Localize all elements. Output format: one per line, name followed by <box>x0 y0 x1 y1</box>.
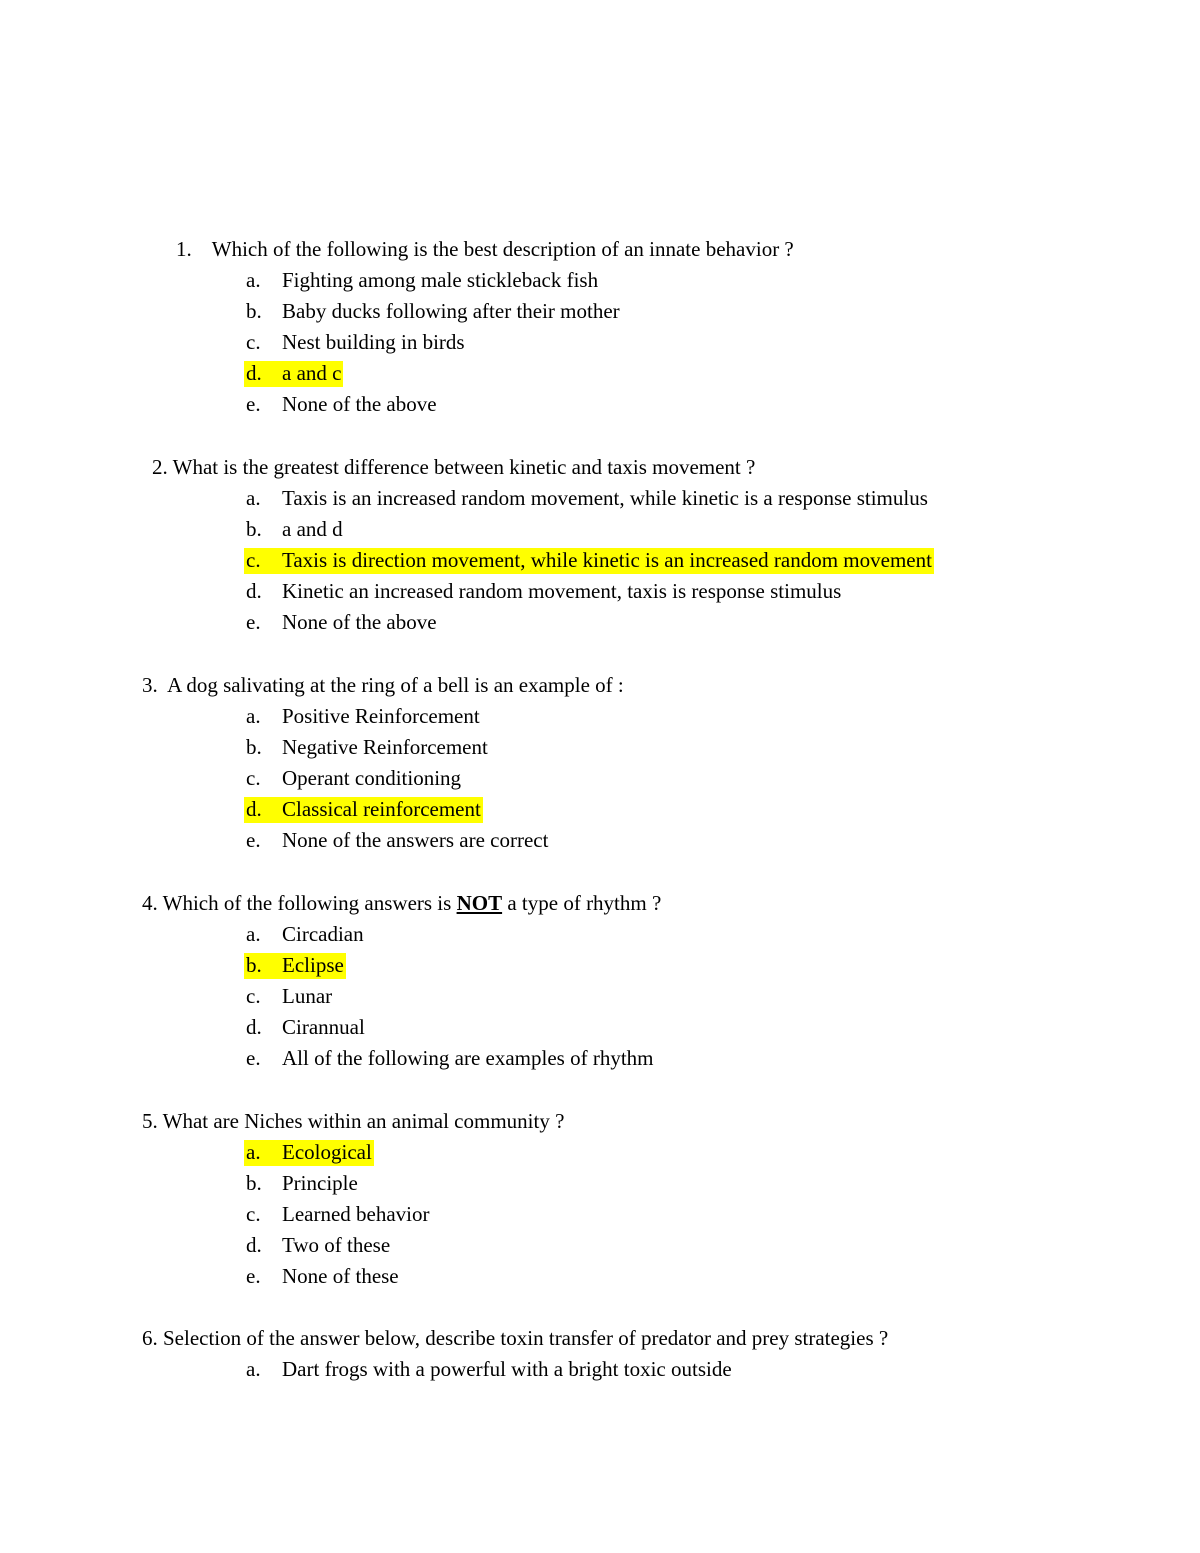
option-text: All of the following are examples of rhythm <box>282 1046 654 1070</box>
option-a <box>246 483 928 514</box>
option-text: Taxis is direction movement, while kinetic is an increased random movement <box>282 548 932 572</box>
option-text: Operant conditioning <box>282 766 462 790</box>
option-text: Lunar <box>282 984 333 1008</box>
option-a-highlighted <box>246 1137 564 1168</box>
option-label: e. <box>246 610 261 634</box>
option-text: Kinetic an increased random movement, taxis is response stimulus <box>282 579 842 603</box>
question-text-before: Which of the following answers is <box>162 891 452 915</box>
option-label: a. <box>246 922 261 946</box>
question-stem <box>142 1106 564 1137</box>
option-label: d. <box>246 797 262 821</box>
question-number: 6. <box>142 1326 158 1350</box>
option-label: a. <box>246 1357 261 1381</box>
question-text: A dog salivating at the ring of a bell is an example of : <box>167 673 624 697</box>
option-label: e. <box>246 828 261 852</box>
option-c <box>246 981 661 1012</box>
option-b-highlighted <box>246 950 661 981</box>
option-label: d. <box>246 361 262 385</box>
option-label: e. <box>246 392 261 416</box>
option-label: c. <box>246 984 261 1008</box>
question-number: 4. <box>142 891 158 915</box>
option-d <box>246 1230 564 1261</box>
option-d-highlighted <box>246 794 624 825</box>
option-label: c. <box>246 1202 261 1226</box>
option-d <box>246 576 842 607</box>
option-b <box>246 732 624 763</box>
option-b <box>246 514 755 545</box>
question-3 <box>142 670 624 856</box>
option-label: c. <box>246 548 261 572</box>
option-label: e. <box>246 1046 261 1070</box>
question-text: What is the greatest difference between kinetic and taxis movement ? <box>172 455 756 479</box>
option-a <box>246 1354 888 1385</box>
question-stem <box>152 452 755 483</box>
option-text: Negative Reinforcement <box>282 735 488 759</box>
option-text: Circadian <box>282 922 364 946</box>
question-number: 3. <box>142 673 158 697</box>
option-e <box>246 607 755 638</box>
option-label: d. <box>246 1015 262 1039</box>
question-text: What are Niches within an animal community ? <box>162 1109 565 1133</box>
question-number: 2. <box>152 455 168 479</box>
question-stem <box>142 888 661 919</box>
option-c <box>246 1199 564 1230</box>
option-text: Taxis is an increased random movement, while kinetic is a response stimulus <box>282 486 928 510</box>
option-text: None of the above <box>282 610 437 634</box>
option-label: e. <box>246 1264 261 1288</box>
question-2 <box>152 452 932 638</box>
option-text: Fighting among male stickleback fish <box>282 268 599 292</box>
option-text: Nest building in birds <box>282 330 465 354</box>
option-label: c. <box>246 766 261 790</box>
option-c <box>246 327 794 358</box>
option-text: Learned behavior <box>282 1202 430 1226</box>
option-text: Dart frogs with a powerful with a bright toxic outside <box>282 1357 732 1381</box>
option-text: None of these <box>282 1264 399 1288</box>
option-label: b. <box>246 1171 262 1195</box>
question-number: 1. <box>176 237 192 261</box>
option-label: d. <box>246 579 262 603</box>
option-text: None of the answers are correct <box>282 828 549 852</box>
option-text: a and d <box>282 517 343 541</box>
option-a <box>246 701 624 732</box>
emphasis-not: NOT <box>456 891 503 915</box>
option-e <box>246 825 624 856</box>
question-6 <box>142 1323 888 1385</box>
option-d-highlighted <box>246 358 794 389</box>
option-label: b. <box>246 517 262 541</box>
option-text: None of the above <box>282 392 437 416</box>
question-text: Which of the following is the best description of an innate behavior ? <box>211 237 794 261</box>
option-text: Ecological <box>282 1140 372 1164</box>
question-5 <box>142 1106 564 1292</box>
option-text: Principle <box>282 1171 358 1195</box>
option-text: Two of these <box>282 1233 391 1257</box>
option-text: a and c <box>282 361 342 385</box>
option-label: b. <box>246 299 262 323</box>
question-stem <box>142 670 624 701</box>
question-text: Selection of the answer below, describe toxin transfer of predator and prey strategies ? <box>163 1326 889 1350</box>
option-label: b. <box>246 953 262 977</box>
option-text: Positive Reinforcement <box>282 704 480 728</box>
option-label: a. <box>246 1140 261 1164</box>
question-number: 5. <box>142 1109 158 1133</box>
option-label: d. <box>246 1233 262 1257</box>
option-b <box>246 1168 564 1199</box>
option-label: c. <box>246 330 261 354</box>
option-c-highlighted <box>246 545 932 576</box>
question-4 <box>142 888 661 1074</box>
option-c <box>246 763 624 794</box>
question-1 <box>176 234 794 420</box>
option-label: a. <box>246 704 261 728</box>
option-text: Classical reinforcement <box>282 797 481 821</box>
option-label: a. <box>246 268 261 292</box>
option-a <box>246 919 661 950</box>
option-a <box>246 265 794 296</box>
option-label: b. <box>246 735 262 759</box>
question-text-after: a type of rhythm ? <box>507 891 662 915</box>
option-e <box>246 1261 564 1292</box>
option-e <box>246 1043 661 1074</box>
question-stem <box>142 1323 888 1354</box>
option-e <box>246 389 794 420</box>
option-b <box>246 296 794 327</box>
question-stem <box>176 234 794 265</box>
option-d <box>246 1012 661 1043</box>
option-text: Eclipse <box>282 953 344 977</box>
option-label: a. <box>246 486 261 510</box>
option-text: Cirannual <box>282 1015 365 1039</box>
option-text: Baby ducks following after their mother <box>282 299 620 323</box>
